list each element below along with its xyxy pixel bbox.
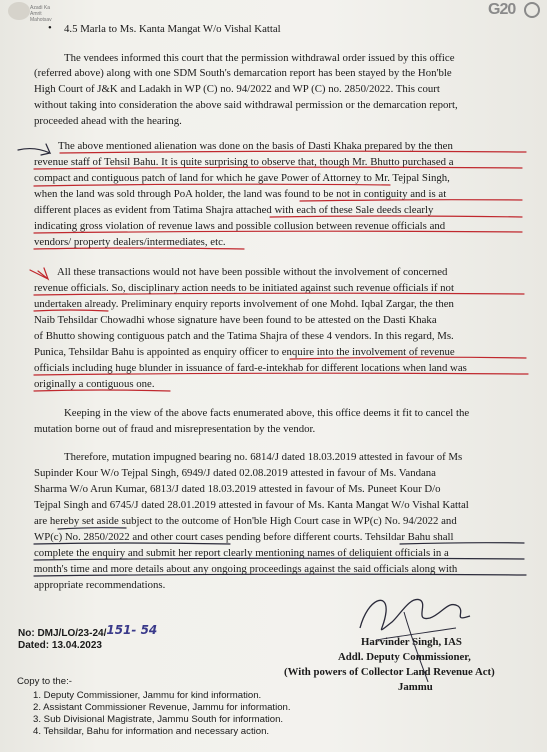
p2-line-4: when the land was sold through PoA holder, the land was found to be not in contiguity and is at bbox=[34, 188, 447, 200]
arrow-p2 bbox=[18, 144, 50, 155]
reference-date: Dated: 13.04.2023 bbox=[18, 640, 102, 651]
copy-to-item-1: 1. Deputy Commissioner, Jammu for kind information. bbox=[33, 690, 262, 701]
copy-to-label: Copy to the:- bbox=[17, 676, 72, 687]
signatory-location: Jammu bbox=[398, 681, 433, 693]
bullet-line: 4.5 Marla to Ms. Kanta Mangat W/o Vishal Kattal bbox=[64, 23, 281, 35]
p4-line-2: mutation borne out of fraud and misrepresentation by the vendor. bbox=[34, 423, 316, 435]
p3-line-1: All these transactions would not have been possible without the involvement of concerned bbox=[57, 266, 448, 278]
p5-line-8: month's time and more details about any ongoing proceedings against the said officials along with bbox=[34, 563, 458, 575]
copy-to-item-4: 4. Tehsildar, Bahu for information and necessary action. bbox=[33, 726, 270, 737]
g20-logo bbox=[488, 1, 515, 19]
p2-line-5: different places as evident from Tatima Shajra attached with each of these Sale deeds clearly bbox=[34, 204, 434, 216]
p2-line-1: The above mentioned alienation was done on the basis of Dasti Khaka prepared by the then bbox=[58, 140, 453, 152]
p1-line-5: proceeded ahead with the hearing. bbox=[34, 115, 182, 127]
p3-line-7: officials including huge blunder in issuance of fard-e-intekhab for different locations when land was bbox=[34, 362, 467, 374]
p3-line-6: Punica, Tehsildar Bahu is appointed as enquiry officer to enquire into the involvement of revenue bbox=[34, 346, 455, 358]
p1-line-3: High Court of J&K and Ladakh in WP (C) no. 94/2022 and WP (C) no. 2850/2022. This court bbox=[34, 83, 440, 95]
p1-line-1: The vendees informed this court that the permission withdrawal order issued by this office bbox=[64, 52, 455, 64]
p3-line-4: Naib Tehsildar Chowadhi whose signature have been found to be attested on the Dasti Khaka bbox=[34, 314, 437, 326]
p2-line-3: compact and contiguous patch of land for which he gave Power of Attorney to Mr. Tejpal Singh, bbox=[34, 172, 450, 184]
logo-text-line-2: Amrit Mahotsav bbox=[30, 11, 52, 23]
p3-line-8: originally a contiguous one. bbox=[34, 378, 155, 390]
p5-line-6: WP(c) No. 2850/2022 and other court cases pending before different courts. Tehsildar Bahu shall bbox=[34, 531, 454, 543]
reference-number bbox=[18, 625, 157, 639]
globe-icon bbox=[524, 2, 540, 18]
handwritten-dispatch-number: 151- 54 bbox=[106, 623, 158, 637]
p4-line-1: Keeping in the view of the above facts enumerated above, this office deems it fit to cancel the bbox=[64, 407, 470, 419]
p2-line-6: indicating gross violation of revenue laws and possible collusion between revenue officials and bbox=[34, 220, 446, 232]
p5-line-4: Tejpal Singh and 6745/J dated 28.01.2019 attested in favour of Ms. Kanta Mangat W/o Vishal Kattal bbox=[34, 499, 469, 511]
g20-logo-text: G20 bbox=[488, 1, 516, 18]
p3-line-5: of Bhutto showing contiguous patch and the Tatima Shajra of these 4 vendors. In this regard, Ms. bbox=[34, 330, 454, 342]
azadi-ka-amrit-mahotsav-logo bbox=[8, 2, 60, 22]
p1-line-2: (referred above) along with one SDM South's demarcation report has been stayed by the Hon'ble bbox=[34, 67, 452, 79]
p3-line-2: revenue officials. So, disciplinary action needs to be initiated against such revenue officials if not bbox=[34, 282, 454, 294]
p5-line-7: complete the enquiry and submit her report clearly mentioning names of deliquient officials in a bbox=[34, 547, 449, 559]
p3-line-3: undertaken already. Preliminary enquiry reports involvement of one Mohd. Iqbal Zargar, the then bbox=[34, 298, 454, 310]
reference-number-label: No: DMJ/LO/23-24/ bbox=[18, 628, 107, 639]
arrow-p3 bbox=[30, 268, 48, 279]
logo-text-line-1: Azadi Ka bbox=[30, 5, 51, 11]
signatory-name: Harvinder Singh, IAS bbox=[361, 636, 462, 648]
p5-line-2: Supinder Kour W/o Tejpal Singh, 6949/J dated 02.08.2019 attested in favour of Ms. Vandana bbox=[34, 467, 436, 479]
p1-line-4: without taking into consideration the above said withdrawal permission or the demarcation report, bbox=[34, 99, 458, 111]
copy-to-item-2: 2. Assistant Commissioner Revenue, Jammu for information. bbox=[33, 702, 291, 713]
signatory-powers: (With powers of Collector Land Revenue Act) bbox=[284, 666, 495, 678]
p2-line-2: revenue staff of Tehsil Bahu. It is quite surprising to observe that, though Mr. Bhutto purchased a bbox=[34, 156, 454, 168]
copy-to-item-3: 3. Sub Divisional Magistrate, Jammu South for information. bbox=[33, 714, 284, 725]
p2-line-7: vendors/ property dealers/intermediates, etc. bbox=[34, 236, 226, 248]
p5-line-3: Sharma W/o Arun Kumar, 6813/J dated 18.03.2019 attested in favour of Ms. Puneet Kour D/o bbox=[34, 483, 441, 495]
p5-line-9: appropriate recommendations. bbox=[34, 579, 166, 591]
bullet-dot: • bbox=[48, 22, 52, 34]
emblem-icon bbox=[8, 2, 30, 20]
signatory-designation: Addl. Deputy Commissioner, bbox=[338, 651, 471, 663]
p5-line-5: are hereby set aside subject to the outcome of Hon'ble High Court case in WP(c) No. 94/2022 and bbox=[34, 515, 457, 527]
p5-line-1: Therefore, mutation impugned bearing no. 6814/J dated 18.03.2019 attested in favour of Ms bbox=[64, 451, 463, 463]
